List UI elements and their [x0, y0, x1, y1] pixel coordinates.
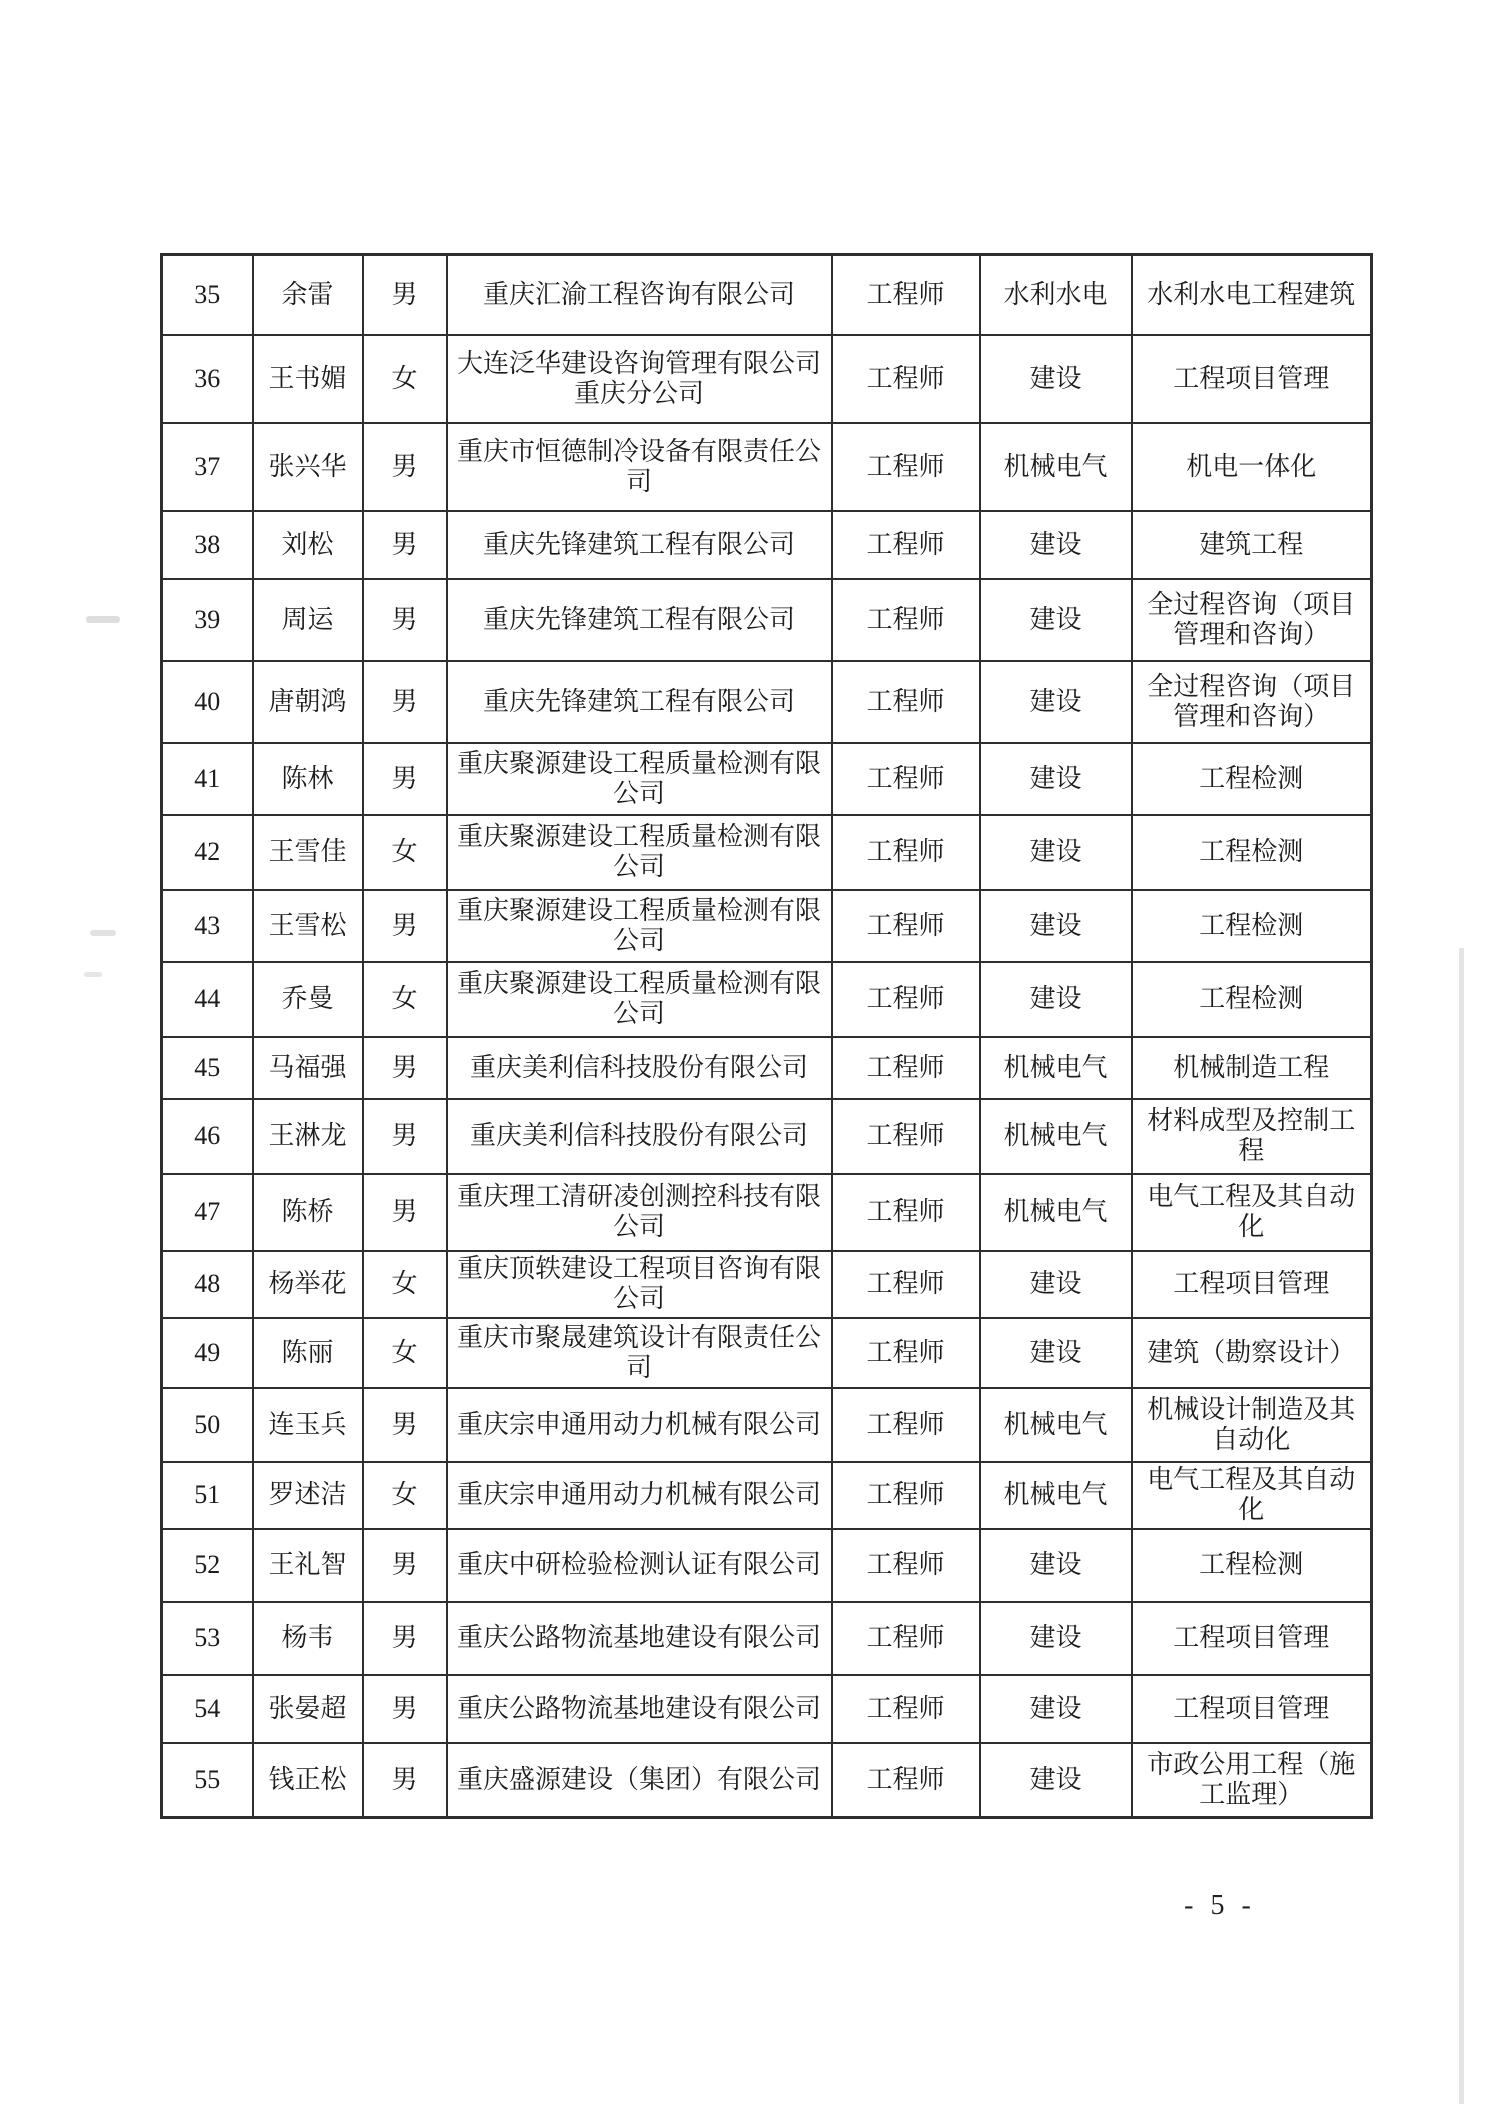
cell-name: 陈林	[253, 743, 363, 815]
table-row	[162, 579, 1372, 661]
cell-gender: 男	[363, 511, 447, 579]
engineer-registry-table	[160, 253, 1373, 1819]
cell-name: 王书媚	[253, 335, 363, 423]
cell-no: 55	[162, 1743, 253, 1818]
table-row	[162, 1743, 1372, 1818]
cell-specialty: 工程项目管理	[1132, 1602, 1372, 1675]
cell-specialty: 工程项目管理	[1132, 1675, 1372, 1743]
cell-category: 建设	[980, 335, 1132, 423]
cell-company: 重庆先锋建筑工程有限公司	[447, 511, 832, 579]
table-row	[162, 743, 1372, 815]
cell-specialty: 工程项目管理	[1132, 1251, 1372, 1318]
cell-no: 35	[162, 255, 253, 335]
table-row	[162, 423, 1372, 511]
table-body	[162, 255, 1372, 1818]
cell-name: 张兴华	[253, 423, 363, 511]
table-row	[162, 1602, 1372, 1675]
cell-specialty: 机械制造工程	[1132, 1037, 1372, 1099]
cell-name: 张晏超	[253, 1675, 363, 1743]
cell-company: 重庆公路物流基地建设有限公司	[447, 1602, 832, 1675]
cell-title: 工程师	[832, 511, 980, 579]
cell-no: 44	[162, 962, 253, 1037]
cell-name: 罗述洁	[253, 1462, 363, 1529]
cell-gender: 男	[363, 1743, 447, 1818]
cell-company: 重庆顶轶建设工程项目咨询有限公司	[447, 1251, 832, 1318]
cell-category: 机械电气	[980, 1099, 1132, 1174]
cell-category: 水利水电	[980, 255, 1132, 335]
cell-title: 工程师	[832, 890, 980, 962]
cell-category: 建设	[980, 579, 1132, 661]
cell-company: 重庆宗申通用动力机械有限公司	[447, 1462, 832, 1529]
table-row	[162, 890, 1372, 962]
cell-gender: 男	[363, 890, 447, 962]
cell-title: 工程师	[832, 1743, 980, 1818]
cell-no: 51	[162, 1462, 253, 1529]
cell-title: 工程师	[832, 743, 980, 815]
cell-name: 刘松	[253, 511, 363, 579]
cell-title: 工程师	[832, 1037, 980, 1099]
cell-gender: 男	[363, 1602, 447, 1675]
cell-category: 建设	[980, 661, 1132, 743]
cell-company: 重庆理工清研凌创测控科技有限公司	[447, 1174, 832, 1251]
cell-no: 46	[162, 1099, 253, 1174]
cell-specialty: 市政公用工程（施工监理）	[1132, 1743, 1372, 1818]
cell-specialty: 工程检测	[1132, 815, 1372, 890]
cell-category: 建设	[980, 1675, 1132, 1743]
cell-company: 重庆聚源建设工程质量检测有限公司	[447, 743, 832, 815]
cell-no: 49	[162, 1318, 253, 1388]
cell-name: 杨举花	[253, 1251, 363, 1318]
scan-artifact-smudge	[86, 616, 120, 623]
cell-no: 54	[162, 1675, 253, 1743]
table-row	[162, 815, 1372, 890]
cell-category: 建设	[980, 890, 1132, 962]
cell-company: 重庆市恒德制冷设备有限责任公司	[447, 423, 832, 511]
cell-gender: 男	[363, 743, 447, 815]
cell-title: 工程师	[832, 1602, 980, 1675]
cell-company: 重庆先锋建筑工程有限公司	[447, 661, 832, 743]
cell-title: 工程师	[832, 1675, 980, 1743]
cell-gender: 男	[363, 1037, 447, 1099]
cell-category: 机械电气	[980, 1462, 1132, 1529]
cell-title: 工程师	[832, 1174, 980, 1251]
cell-company: 重庆盛源建设（集团）有限公司	[447, 1743, 832, 1818]
cell-gender: 男	[363, 661, 447, 743]
cell-category: 建设	[980, 1318, 1132, 1388]
cell-specialty: 建筑（勘察设计）	[1132, 1318, 1372, 1388]
cell-no: 47	[162, 1174, 253, 1251]
cell-name: 王淋龙	[253, 1099, 363, 1174]
table-row	[162, 1388, 1372, 1462]
cell-title: 工程师	[832, 962, 980, 1037]
cell-gender: 女	[363, 962, 447, 1037]
cell-category: 建设	[980, 1529, 1132, 1602]
table-row	[162, 255, 1372, 335]
table-row	[162, 1099, 1372, 1174]
cell-gender: 男	[363, 1388, 447, 1462]
cell-no: 52	[162, 1529, 253, 1602]
cell-name: 乔曼	[253, 962, 363, 1037]
cell-no: 38	[162, 511, 253, 579]
cell-no: 40	[162, 661, 253, 743]
cell-gender: 男	[363, 579, 447, 661]
cell-category: 建设	[980, 962, 1132, 1037]
cell-title: 工程师	[832, 661, 980, 743]
cell-specialty: 工程检测	[1132, 962, 1372, 1037]
cell-no: 45	[162, 1037, 253, 1099]
cell-company: 重庆中研检验检测认证有限公司	[447, 1529, 832, 1602]
cell-name: 马福强	[253, 1037, 363, 1099]
page-number: - 5 -	[1184, 1890, 1256, 1921]
cell-specialty: 工程检测	[1132, 890, 1372, 962]
table-row	[162, 1174, 1372, 1251]
table-row	[162, 1529, 1372, 1602]
cell-company: 重庆市聚晟建筑设计有限责任公司	[447, 1318, 832, 1388]
cell-gender: 男	[363, 1675, 447, 1743]
cell-category: 机械电气	[980, 1388, 1132, 1462]
cell-name: 陈丽	[253, 1318, 363, 1388]
cell-gender: 男	[363, 1099, 447, 1174]
cell-title: 工程师	[832, 579, 980, 661]
cell-title: 工程师	[832, 1099, 980, 1174]
cell-name: 余雷	[253, 255, 363, 335]
cell-title: 工程师	[832, 1529, 980, 1602]
cell-name: 王雪松	[253, 890, 363, 962]
cell-category: 机械电气	[980, 423, 1132, 511]
cell-category: 建设	[980, 743, 1132, 815]
table-row	[162, 1675, 1372, 1743]
cell-name: 陈桥	[253, 1174, 363, 1251]
cell-company: 大连泛华建设咨询管理有限公司重庆分公司	[447, 335, 832, 423]
cell-specialty: 电气工程及其自动化	[1132, 1462, 1372, 1529]
cell-company: 重庆聚源建设工程质量检测有限公司	[447, 815, 832, 890]
cell-specialty: 机电一体化	[1132, 423, 1372, 511]
cell-company: 重庆聚源建设工程质量检测有限公司	[447, 890, 832, 962]
cell-specialty: 全过程咨询（项目管理和咨询）	[1132, 661, 1372, 743]
cell-gender: 女	[363, 335, 447, 423]
cell-title: 工程师	[832, 1388, 980, 1462]
cell-no: 50	[162, 1388, 253, 1462]
cell-no: 36	[162, 335, 253, 423]
cell-name: 连玉兵	[253, 1388, 363, 1462]
cell-name: 王礼智	[253, 1529, 363, 1602]
cell-name: 王雪佳	[253, 815, 363, 890]
cell-no: 39	[162, 579, 253, 661]
cell-gender: 女	[363, 1318, 447, 1388]
cell-gender: 男	[363, 1529, 447, 1602]
cell-company: 重庆美利信科技股份有限公司	[447, 1099, 832, 1174]
cell-category: 建设	[980, 511, 1132, 579]
cell-company: 重庆美利信科技股份有限公司	[447, 1037, 832, 1099]
cell-gender: 男	[363, 255, 447, 335]
cell-category: 建设	[980, 1251, 1132, 1318]
cell-name: 杨韦	[253, 1602, 363, 1675]
scan-artifact-smudge	[90, 930, 116, 936]
cell-title: 工程师	[832, 1462, 980, 1529]
cell-name: 钱正松	[253, 1743, 363, 1818]
table-row	[162, 511, 1372, 579]
table-row	[162, 1462, 1372, 1529]
cell-category: 建设	[980, 1743, 1132, 1818]
cell-gender: 男	[363, 423, 447, 511]
table-row	[162, 661, 1372, 743]
cell-no: 48	[162, 1251, 253, 1318]
cell-specialty: 工程检测	[1132, 1529, 1372, 1602]
cell-gender: 男	[363, 1174, 447, 1251]
cell-specialty: 工程项目管理	[1132, 335, 1372, 423]
cell-specialty: 工程检测	[1132, 743, 1372, 815]
cell-title: 工程师	[832, 423, 980, 511]
scan-artifact-smudge	[84, 972, 102, 977]
cell-category: 机械电气	[980, 1037, 1132, 1099]
cell-title: 工程师	[832, 1318, 980, 1388]
cell-name: 唐朝鸿	[253, 661, 363, 743]
table-row	[162, 1318, 1372, 1388]
cell-specialty: 水利水电工程建筑	[1132, 255, 1372, 335]
table-row	[162, 1251, 1372, 1318]
cell-title: 工程师	[832, 255, 980, 335]
cell-gender: 女	[363, 1462, 447, 1529]
table-row	[162, 335, 1372, 423]
cell-no: 42	[162, 815, 253, 890]
cell-company: 重庆聚源建设工程质量检测有限公司	[447, 962, 832, 1037]
cell-company: 重庆公路物流基地建设有限公司	[447, 1675, 832, 1743]
cell-category: 建设	[980, 1602, 1132, 1675]
cell-specialty: 建筑工程	[1132, 511, 1372, 579]
cell-title: 工程师	[832, 815, 980, 890]
cell-gender: 女	[363, 815, 447, 890]
cell-specialty: 材料成型及控制工程	[1132, 1099, 1372, 1174]
cell-company: 重庆汇渝工程咨询有限公司	[447, 255, 832, 335]
cell-company: 重庆先锋建筑工程有限公司	[447, 579, 832, 661]
table-row	[162, 1037, 1372, 1099]
cell-no: 37	[162, 423, 253, 511]
cell-specialty: 电气工程及其自动化	[1132, 1174, 1372, 1251]
cell-specialty: 机械设计制造及其自动化	[1132, 1388, 1372, 1462]
cell-no: 41	[162, 743, 253, 815]
cell-no: 53	[162, 1602, 253, 1675]
cell-title: 工程师	[832, 335, 980, 423]
cell-company: 重庆宗申通用动力机械有限公司	[447, 1388, 832, 1462]
table-row	[162, 962, 1372, 1037]
cell-category: 机械电气	[980, 1174, 1132, 1251]
cell-name: 周运	[253, 579, 363, 661]
scan-artifact-right-line	[1459, 948, 1464, 2104]
cell-category: 建设	[980, 815, 1132, 890]
cell-title: 工程师	[832, 1251, 980, 1318]
cell-specialty: 全过程咨询（项目管理和咨询）	[1132, 579, 1372, 661]
cell-gender: 女	[363, 1251, 447, 1318]
cell-no: 43	[162, 890, 253, 962]
